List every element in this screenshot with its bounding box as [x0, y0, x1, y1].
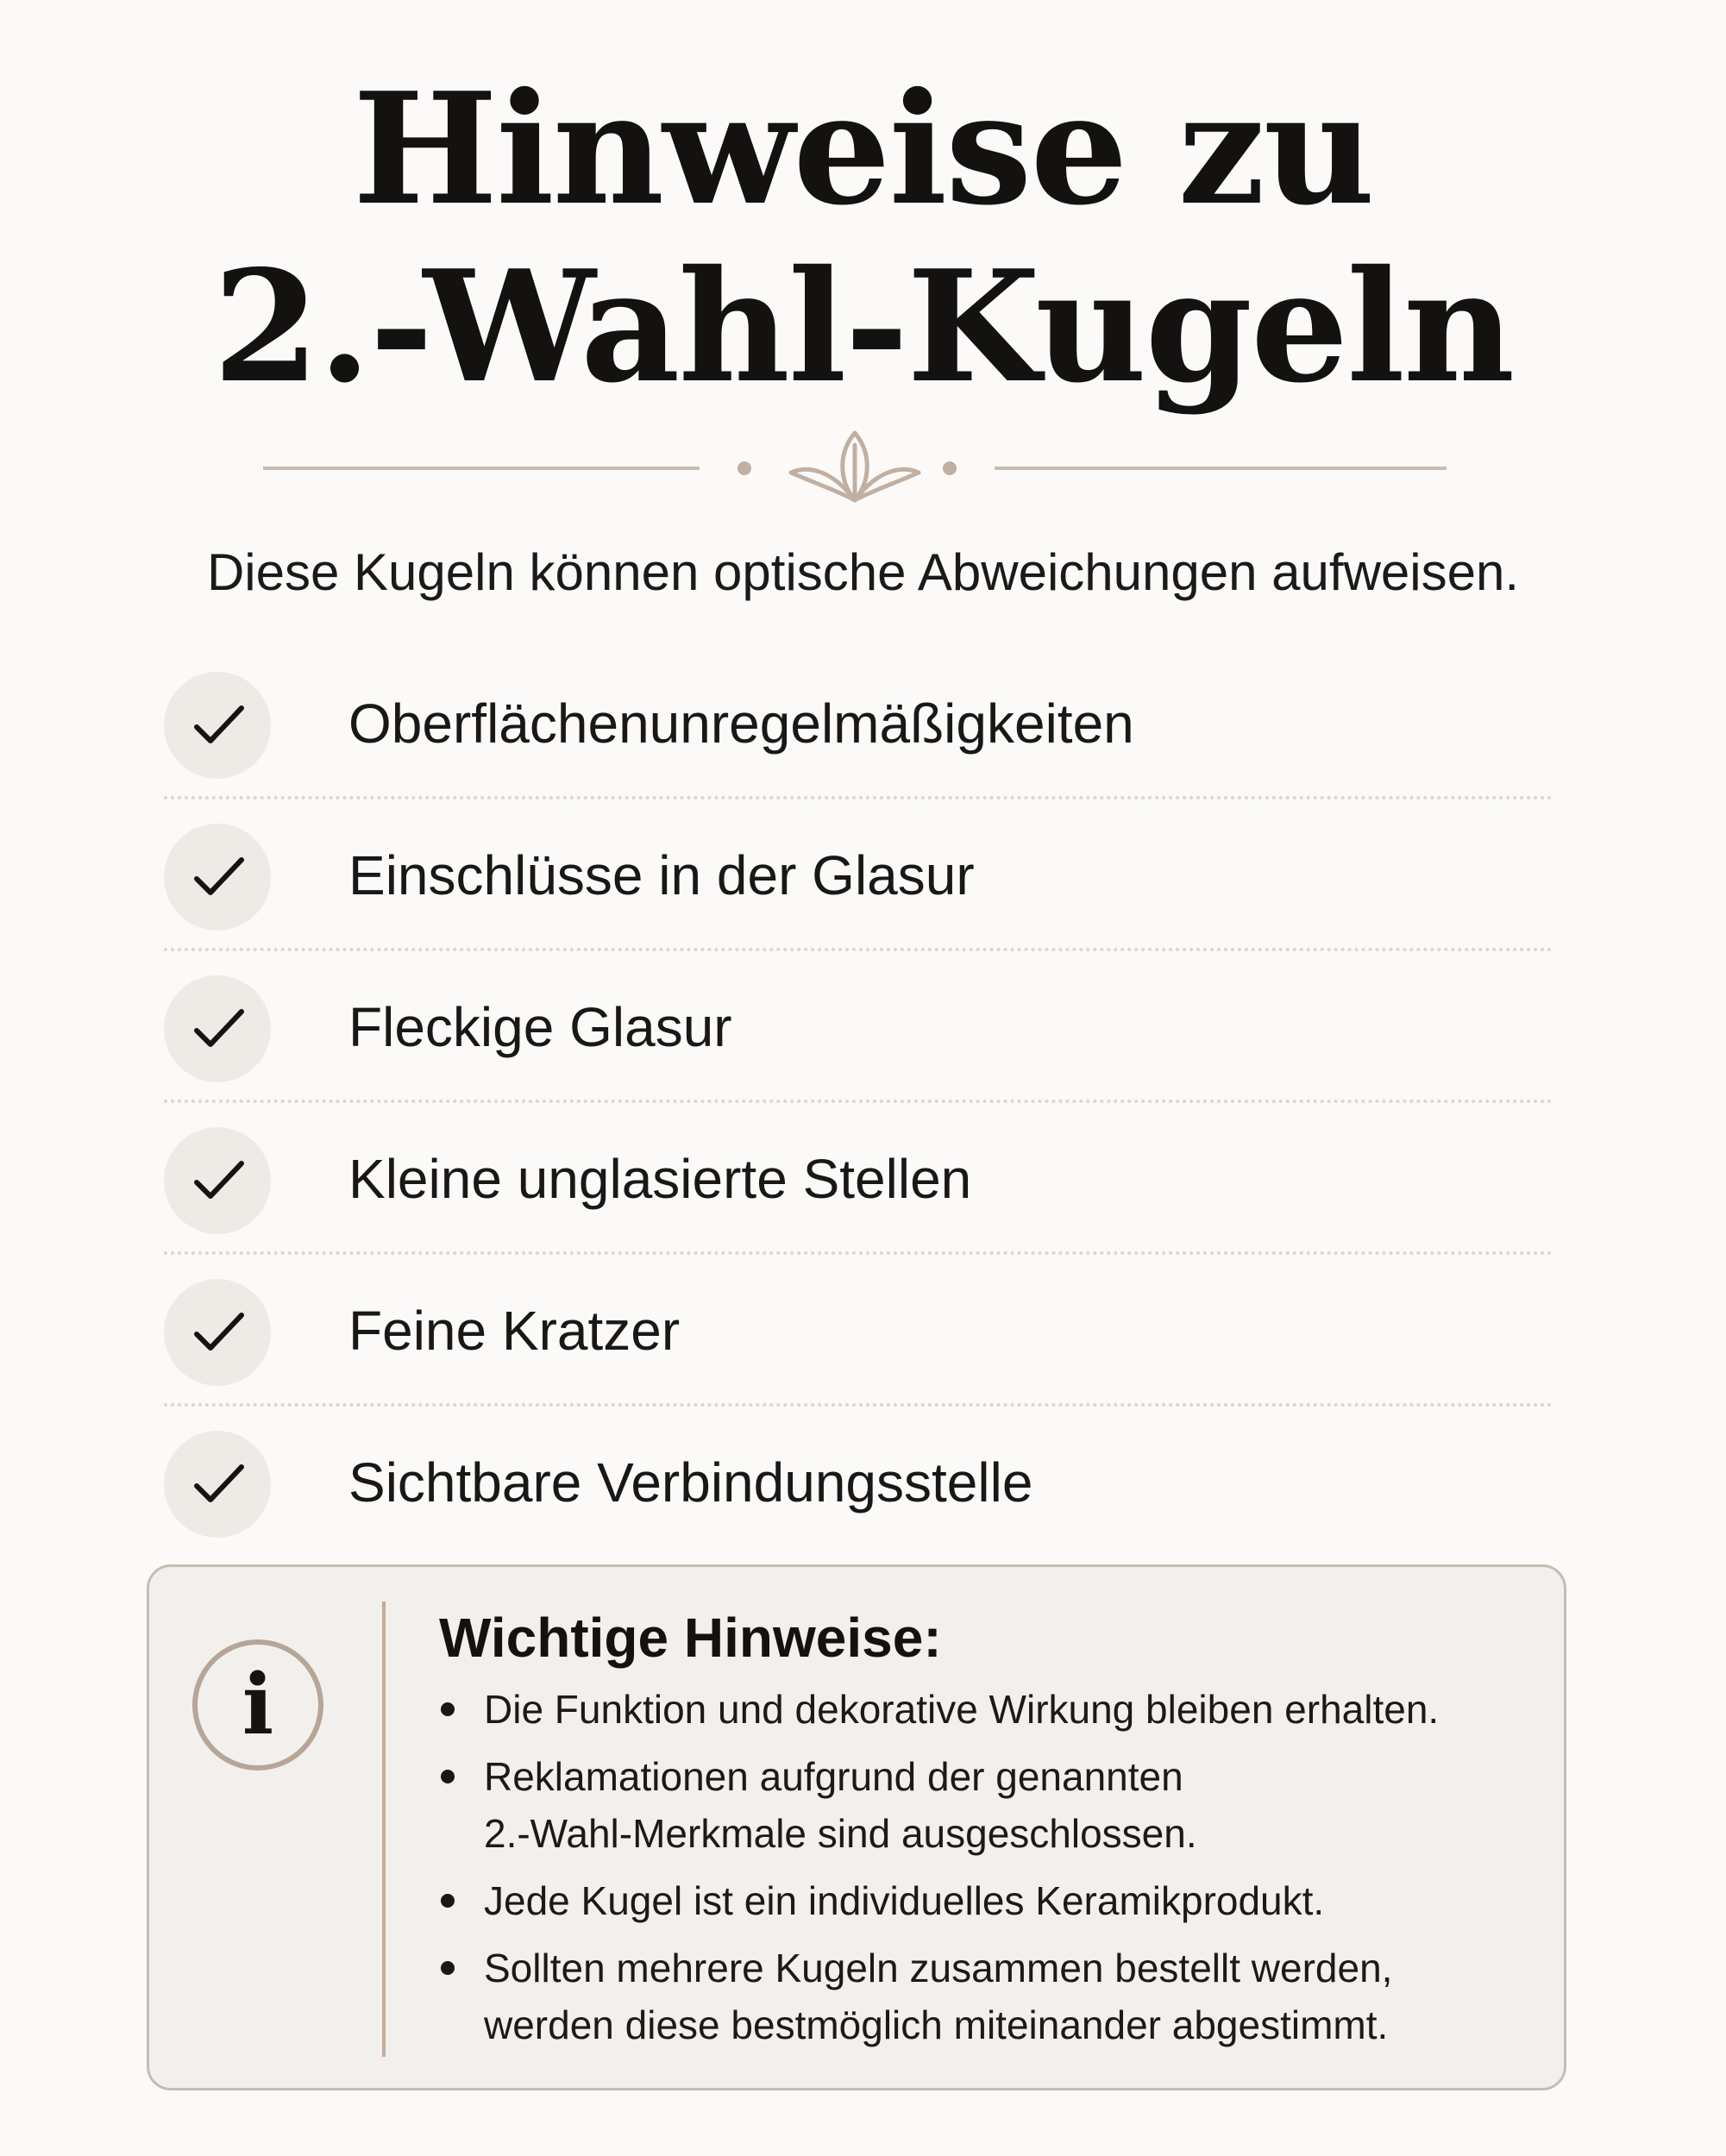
info-bullet-line: werden diese bestmöglich miteinander abgestimmt.: [484, 2002, 1389, 2047]
checklist-item-label: Einschlüsse in der Glasur: [348, 844, 975, 906]
checkmark-icon: [164, 1127, 271, 1234]
info-bullet: [439, 1748, 1526, 1862]
info-bullet: [439, 1940, 1526, 2053]
info-divider: [382, 1601, 386, 2057]
info-box: [147, 1564, 1566, 2090]
divider-dot-left: [737, 461, 751, 475]
ornament-divider: [263, 423, 1447, 509]
info-bullet-text: [484, 1872, 1526, 1929]
info-bullet-list: [439, 1681, 1526, 2064]
intro-text: Diese Kugeln können optische Abweichungen aufweisen.: [206, 543, 1520, 601]
divider-dot-right: [943, 461, 957, 475]
checklist-item: [164, 951, 1553, 1103]
info-icon: i: [192, 1639, 323, 1771]
checklist-item-label: Oberflächenunregelmäßigkeiten: [348, 693, 1134, 755]
checkmark-icon: [164, 1279, 271, 1386]
info-bullet-text: [484, 1748, 1526, 1862]
checklist-item: [164, 799, 1553, 951]
checklist-item-label: Fleckige Glasur: [348, 996, 732, 1058]
leaf-ornament-icon: [791, 433, 919, 500]
info-bullet: [439, 1872, 1526, 1929]
info-bullet-text: [484, 1940, 1526, 2053]
bullet-dot-icon: [441, 1894, 455, 1908]
info-bullet-line: Jede Kugel ist ein individuelles Keramikprodukt.: [484, 1878, 1325, 1923]
info-bullet: [439, 1681, 1526, 1738]
info-bullet-line: Reklamationen aufgrund der genannten: [484, 1754, 1183, 1799]
checklist-item: [164, 1407, 1553, 1558]
info-bullet-line: 2.-Wahl-Merkmale sind ausgeschlossen.: [484, 1811, 1197, 1856]
info-bullet-text: [484, 1681, 1526, 1738]
bullet-dot-icon: [441, 1702, 455, 1716]
info-bullet-line: Die Funktion und dekorative Wirkung bleiben erhalten.: [484, 1687, 1440, 1732]
checklist-item: [164, 648, 1553, 799]
checklist-item-label: Sichtbare Verbindungsstelle: [348, 1451, 1033, 1514]
checkmark-icon: [164, 672, 271, 779]
checklist-item-label: Feine Kratzer: [348, 1300, 681, 1362]
page-title: [0, 60, 1726, 416]
checkmark-icon: [164, 975, 271, 1082]
page-title-line-1: Hinweise zu: [352, 59, 1374, 239]
info-bullet-line: Sollten mehrere Kugeln zusammen bestellt werden,: [484, 1946, 1393, 1990]
page-title-line-2: 2.-Wahl-Kugeln: [212, 236, 1514, 417]
checkmark-icon: [164, 824, 271, 931]
checklist-item: [164, 1255, 1553, 1407]
checklist-item-label: Kleine unglasierte Stellen: [348, 1148, 972, 1210]
checklist-item: [164, 1103, 1553, 1255]
checkmark-icon: [164, 1431, 271, 1538]
checklist: [164, 648, 1553, 1558]
bullet-dot-icon: [441, 1770, 455, 1783]
info-heading: Wichtige Hinweise:: [439, 1607, 942, 1669]
bullet-dot-icon: [441, 1961, 455, 1975]
